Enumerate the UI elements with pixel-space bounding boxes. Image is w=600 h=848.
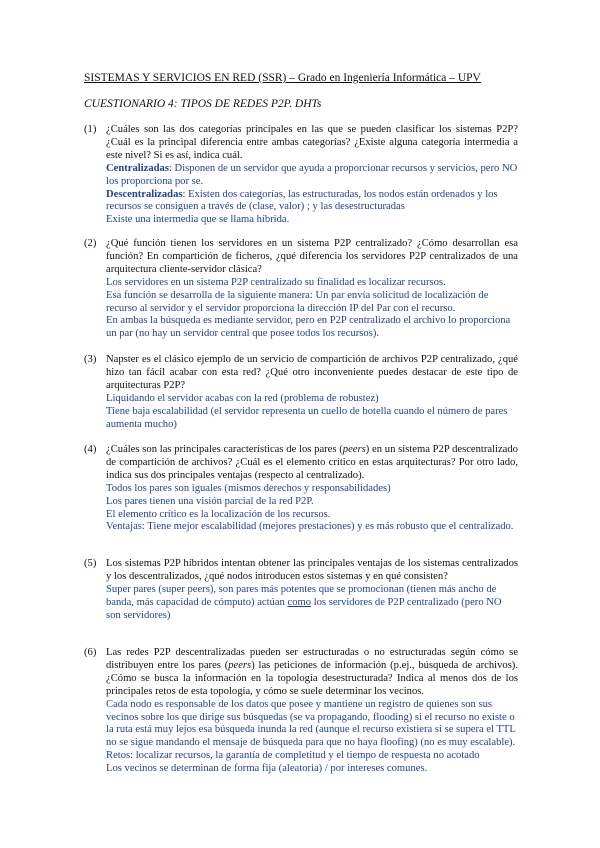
answer-line: [106, 584, 518, 623]
question-number: (3): [84, 354, 97, 365]
question-text: Napster es el clásico ejemplo de un servicio de compartición de archivos P2P centralizado, ¿qué hizo tan fácil acabar con esta red? ¿Qué otro inconveniente puedes destacar de este tipo de arquitecturas P2P?: [106, 354, 518, 391]
question-number: (5): [84, 558, 97, 569]
question-text-emphasis: peers: [228, 659, 252, 671]
page-header: SISTEMAS Y SERVICIOS EN RED (SSR) – Grado en Ingeniería Informática – UPV: [84, 72, 481, 84]
question-number: (4): [84, 444, 97, 455]
answer-line: Los pares tienen una visión parcial de la red P2P.: [106, 495, 314, 507]
answer-underlined: como: [287, 596, 312, 608]
question-text: [106, 647, 518, 699]
answer-text: Super pares (super peers), son pares más potentes que se promocionan (tienen más ancho de banda, más capacidad de cómputo) actúan: [106, 583, 497, 608]
question-1: [84, 124, 518, 227]
answer-label: Centralizadas: [106, 162, 169, 174]
question-text-part: ) las peticiones de información (p.ej., búsqueda de archivos). ¿Cómo se busca la información en la topología desestructurada? Indica al menos dos de los principales retos de esta topología, y cómo se suele determinar los vecinos.: [106, 659, 518, 697]
answer-line: Los servidores en un sistema P2P centralizado su finalidad es localizar recursos.: [106, 276, 446, 288]
answer-line: Existe una intermedia que se llama híbrida.: [106, 214, 290, 226]
answer-line: [106, 189, 518, 215]
answer-line: El elemento crítico es la localización de los recursos.: [106, 508, 331, 520]
question-text-emphasis: peers: [342, 444, 366, 455]
question-text-part: ¿Cuáles son las principales características de los pares (: [106, 444, 343, 455]
answer-line: Cada nodo es responsable de los datos que posee y mantiene un registro de quienes son sus vecinos sobre los que dirige sus búsquedas (se va propagando, flooding) si el recurso no existe o la ruta está muy lejos esa búsqueda inunda la red (aunque el recurso existiera si se supera el TTL no se sigue mandando el mensaje de búsqueda para que no haya floofing) (no es muy escalable).: [106, 698, 516, 749]
answer-line: Esa función se desarrolla de la siguiente manera: Un par envía solicitud de localización de recurso al servidor y el servidor proporciona la dirección IP del Par con el recurso.: [106, 289, 489, 314]
question-2: [84, 238, 518, 341]
question-number: (2): [84, 238, 97, 249]
question-text: Los sistemas P2P híbridos intentan obtener las principales ventajas de los sistemas centralizados y los descentralizados, ¿qué nodos introducen estos sistemas y en qué consisten?: [106, 558, 518, 582]
answer-text: : Existen dos categorías, las estructuradas, los nodos están ordenados y los recursos se consiguen a través de (clase, valor) ; y las desestructuradas: [106, 188, 498, 213]
answer-line: Ventajas: Tiene mejor escalabilidad (mejores prestaciones) y es más robusto que el centralizado.: [106, 521, 514, 533]
answer-line: [106, 163, 518, 189]
questionnaire-title: CUESTIONARIO 4: TIPOS DE REDES P2P. DHTs: [84, 98, 322, 110]
answer-label: Descentralizadas: [106, 188, 183, 200]
question-text-part: Las redes P2P descentralizadas pueden ser estructuradas o no estructuradas según cómo se distribuyen entre los pares (: [106, 647, 518, 671]
question-3: [84, 354, 518, 431]
question-number: (6): [84, 647, 97, 658]
question-text: ¿Qué función tienen los servidores en un sistema P2P centralizado? ¿Cómo desarrollan esa función? En compartición de ficheros, ¿qué diferencia los servidores P2P centralizados de una arquitectura cliente-servidor clásica?: [106, 238, 518, 275]
question-text: ¿Cuáles son las dos categorías principales en las que se pueden clasificar los sistemas P2P? ¿Cuál es la principal diferencia entre ambas categorías? ¿Existe alguna categoría intermedia a este nivel? Si es así, indica cuál.: [106, 124, 518, 161]
question-text-part: ) en un sistema P2P descentralizado de compartición de archivos? ¿Cuál es el elemento crítico en estas arquitecturas? Por otro lado, indica sus dos principales ventajas (respecto al centralizado).: [106, 444, 518, 481]
question-6: [84, 647, 518, 776]
answer-text: los servidores de P2P centralizado (pero NO son servidores): [106, 596, 502, 621]
answer-line: Tiene baja escalabilidad (el servidor representa un cuello de botella cuando el número de pares aumenta mucho): [106, 405, 508, 430]
question-number: (1): [84, 124, 97, 135]
answer-line: Liquidando el servidor acabas con la red (problema de robustez): [106, 392, 379, 404]
answer-line: Retos: localizar recursos, la garantía de completitud y el tiempo de respuesta no acotado: [106, 750, 480, 762]
answer-line: En ambas la búsqueda es mediante servidor, pero en P2P centralizado el archivo lo proporciona un par (no hay un servidor central que posee todos los recursos).: [106, 315, 511, 340]
question-text: [106, 444, 518, 483]
answer-line: Todos los pares son iguales (mismos derechos y responsabilidades): [106, 482, 391, 494]
question-5: [84, 558, 518, 623]
question-4: [84, 444, 518, 534]
answer-line: Los vecinos se determinan de forma fija (aleatoria) / por intereses comunes.: [106, 763, 428, 775]
answer-text: : Disponen de un servidor que ayuda a proporcionar recursos y servicios, pero NO los proporciona por se.: [106, 162, 518, 187]
